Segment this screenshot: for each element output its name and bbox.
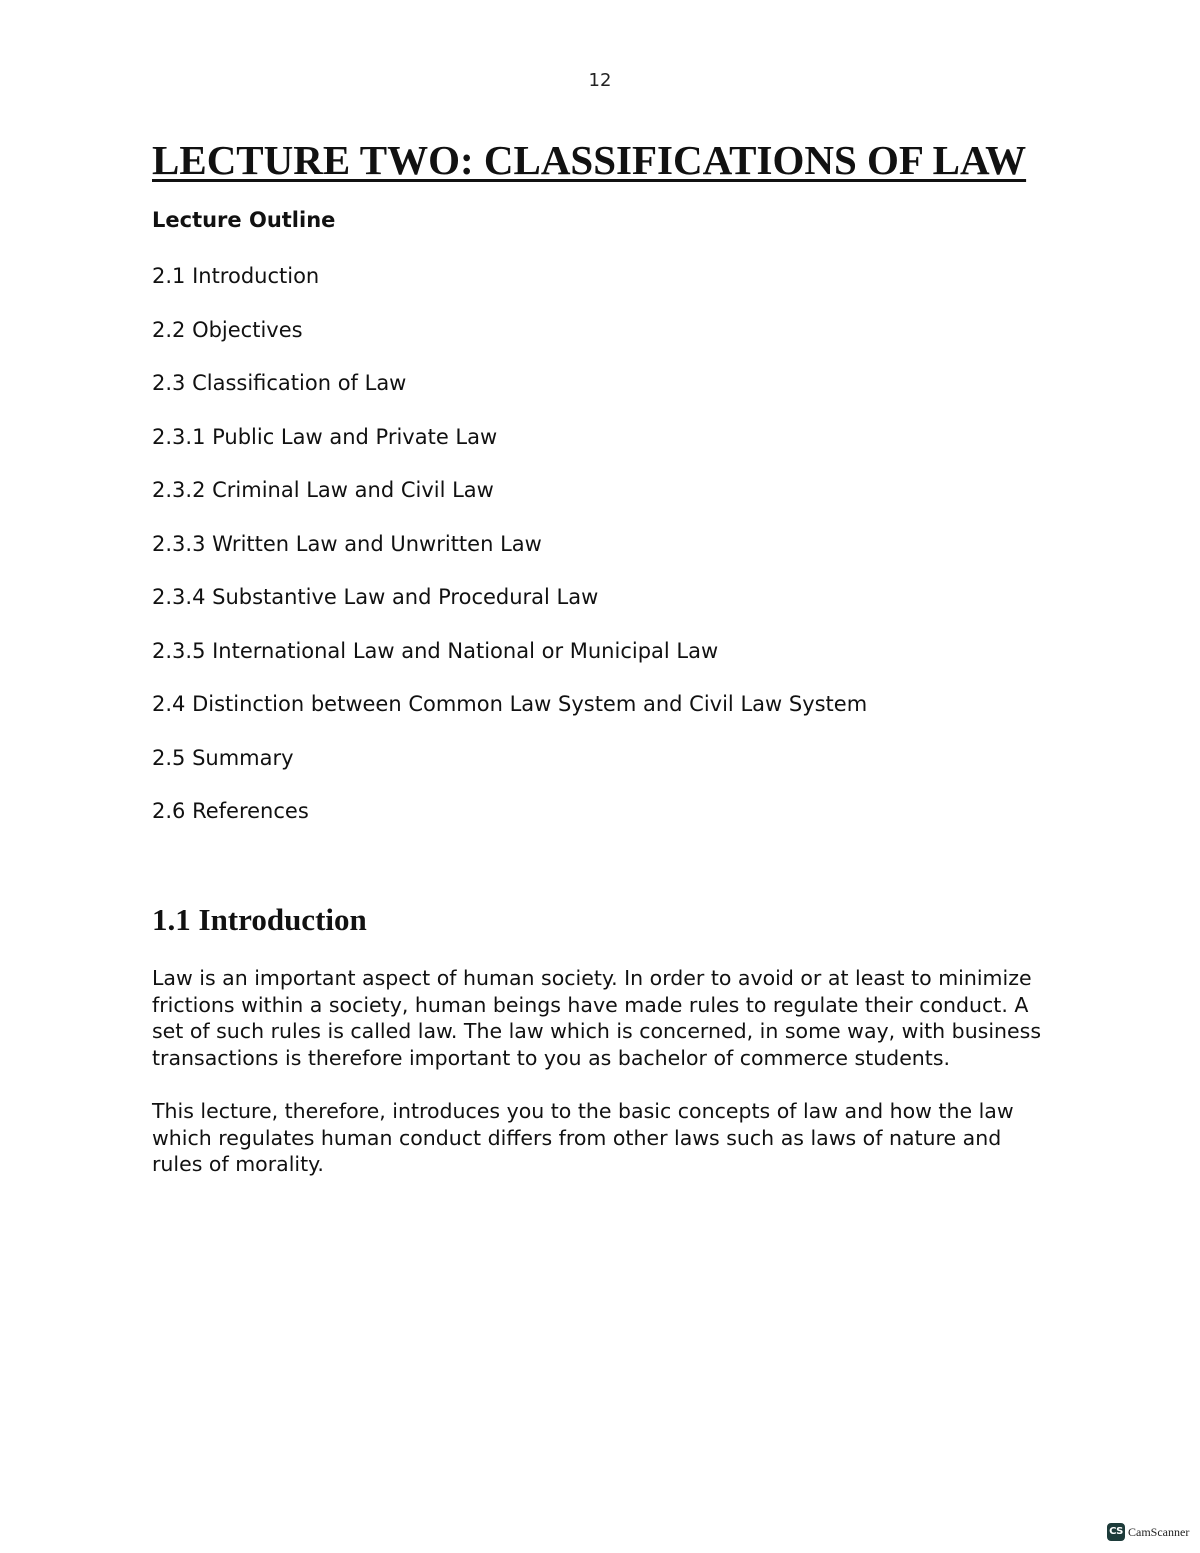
- outline-heading: Lecture Outline: [152, 208, 336, 232]
- outline-list: [152, 262, 867, 851]
- lecture-title: LECTURE TWO: CLASSIFICATIONS OF LAW: [152, 137, 1027, 183]
- intro-paragraph-2: This lecture, therefore, introduces you to the basic concepts of law and how the law which regulates human conduct differs from other laws such as laws of nature and rules of morality.: [152, 1099, 1014, 1176]
- page-number: 12: [588, 70, 612, 91]
- section-heading: 1.1 Introduction: [152, 902, 367, 937]
- outline-item: 2.3.4 Substantive Law and Procedural Law: [152, 585, 599, 609]
- outline-item: 2.3.5 International Law and National or Municipal Law: [152, 638, 719, 663]
- outline-item: 2.3.3 Written Law and Unwritten Law: [152, 531, 542, 556]
- camscanner-label: CamScanner: [1128, 1524, 1190, 1539]
- outline-item: 2.5 Summary: [152, 745, 294, 770]
- outline-item: 2.4 Distinction between Common Law System and Civil Law System: [152, 692, 868, 716]
- intro-paragraph-1: Law is an important aspect of human society. In order to avoid or at least to minimize frictions within a society, human beings have made rules to regulate their conduct. A set of such rules is called law. The law which is concerned, in some way, with business transactions is therefore important to you as bachelor of commerce students.: [152, 966, 1042, 1070]
- outline-item: 2.3.2 Criminal Law and Civil Law: [152, 478, 494, 502]
- outline-item: 2.3.1 Public Law and Private Law: [152, 424, 498, 449]
- camscanner-watermark: [1107, 1523, 1189, 1541]
- camscanner-logo-icon: CS: [1107, 1523, 1125, 1541]
- outline-item: 2.6 References: [152, 799, 309, 823]
- outline-item: 2.3 Classification of Law: [152, 371, 407, 395]
- outline-item: 2.2 Objectives: [152, 317, 303, 342]
- outline-item: 2.1 Introduction: [152, 264, 320, 288]
